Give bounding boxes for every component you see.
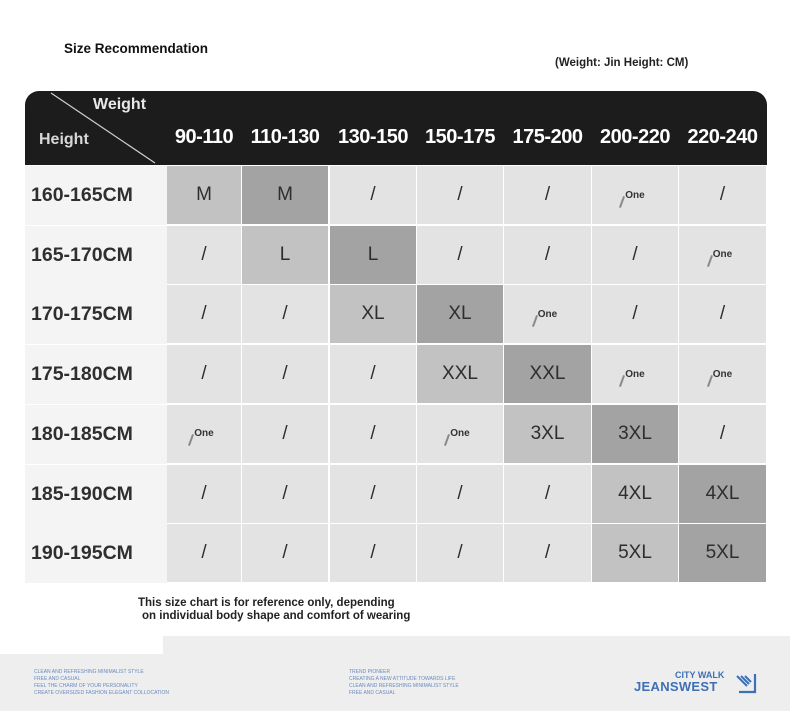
size-value: /: [632, 303, 638, 325]
size-value: /: [201, 363, 207, 385]
one-size-text: One: [712, 249, 733, 261]
size-value: /: [632, 243, 638, 265]
size-cell: [504, 226, 591, 284]
size-value: L: [279, 243, 291, 265]
size-cell: [330, 405, 416, 463]
column-header: 200-220: [600, 126, 670, 148]
size-value: XL: [448, 303, 472, 325]
size-cell: [592, 405, 678, 463]
size-cell: [417, 226, 503, 284]
size-cell: [330, 226, 416, 284]
brand-name: JEANSWEST: [634, 679, 718, 694]
footer-slogan-middle: [349, 669, 459, 697]
size-value: /: [457, 184, 463, 205]
size-cell: [167, 226, 241, 284]
size-cell: [504, 345, 591, 403]
size-cell: [330, 285, 416, 343]
size-cell: [679, 405, 766, 463]
footer-tab: [0, 636, 163, 654]
footer-line: CREATING A NEW ATTITUDE TOWARDS LIFE: [349, 676, 456, 682]
footer-line: FREE AND CASUAL: [349, 690, 396, 696]
size-value: /: [457, 542, 463, 564]
column-header: 175-200: [512, 126, 583, 148]
one-size-text: One: [625, 368, 645, 380]
size-cell: [167, 345, 241, 403]
size-table: [25, 91, 767, 581]
size-cell: [417, 166, 503, 224]
size-value: /: [370, 184, 376, 205]
size-value: /: [201, 482, 207, 504]
size-cell: [242, 405, 328, 463]
size-value: XL: [361, 303, 385, 325]
size-value: /: [282, 482, 288, 504]
size-cell: [330, 524, 416, 582]
size-cell: [242, 285, 328, 343]
one-size-text: One: [625, 189, 645, 201]
one-size-text: One: [712, 368, 733, 380]
size-cell: [679, 345, 766, 403]
size-cell: [592, 285, 678, 343]
size-cell: [679, 166, 766, 224]
size-cell: [592, 226, 678, 284]
size-cell: [167, 405, 241, 463]
size-value: /: [201, 303, 207, 325]
size-value: 5XL: [618, 542, 652, 564]
size-cell: [330, 166, 416, 224]
size-value: /: [719, 303, 726, 325]
size-value: XXL: [442, 363, 478, 385]
note-line-2: on individual body shape and comfort of wearing: [142, 609, 411, 622]
one-size-tag: [713, 369, 732, 380]
size-cell: [330, 345, 416, 403]
row-height-label: 165-170CM: [25, 226, 167, 285]
row-height-label: 180-185CM: [25, 405, 167, 464]
row-height-label: 170-175CM: [25, 285, 167, 344]
size-value: M: [277, 184, 293, 205]
size-value: /: [370, 363, 376, 385]
column-header: 150-175: [425, 126, 495, 148]
size-cell: [242, 524, 328, 582]
one-size-text: One: [450, 428, 470, 440]
size-cell: [504, 166, 591, 224]
column-header: 90-110: [174, 126, 234, 148]
table-header: [25, 91, 767, 165]
brand-logo-icon: [735, 672, 757, 694]
size-value: /: [544, 243, 551, 265]
size-cell: [242, 465, 328, 523]
size-value: /: [719, 184, 726, 205]
footer-line: TREND PIONEER: [349, 669, 391, 675]
size-cell: [679, 226, 766, 284]
size-value: 4XL: [705, 482, 740, 504]
size-cell: [679, 465, 766, 523]
size-cell: [417, 524, 503, 582]
brand-tagline: CITY WALK: [675, 670, 725, 680]
size-value: /: [544, 482, 551, 504]
weight-header-label: Weight: [93, 96, 147, 113]
size-cell: [242, 345, 328, 403]
row-height-label: 185-190CM: [25, 465, 167, 524]
size-value: /: [370, 422, 376, 444]
column-header: 110-130: [250, 126, 320, 148]
size-value: /: [201, 542, 207, 564]
footer-line: FEEL THE CHARM OF YOUR PERSONALITY: [34, 683, 138, 689]
size-cell: [504, 285, 591, 343]
size-value: /: [282, 303, 288, 325]
size-cell: [679, 285, 766, 343]
size-cell: [592, 166, 678, 224]
size-value: /: [544, 184, 551, 205]
column-header: 220-240: [687, 126, 758, 148]
footer-line: CREATE OVERSIZED FASHION ELEGANT COLLOCATION: [34, 690, 170, 696]
size-cell: [417, 345, 503, 403]
size-value: /: [457, 243, 463, 265]
size-value: XXL: [529, 363, 566, 385]
one-size-tag: [538, 309, 557, 320]
size-value: /: [544, 542, 551, 564]
size-value: 3XL: [530, 422, 565, 444]
one-size-tag: [194, 428, 213, 439]
one-size-tag: [625, 190, 644, 201]
size-value: /: [282, 363, 288, 385]
size-cell: [592, 524, 678, 582]
size-cell: [592, 345, 678, 403]
size-value: /: [370, 482, 376, 504]
size-cell: [592, 465, 678, 523]
size-value: L: [367, 243, 379, 265]
size-value: 5XL: [705, 542, 740, 564]
column-header: 130-150: [338, 126, 408, 148]
size-cell: [417, 405, 503, 463]
footer-line: FREE AND CASUAL: [34, 676, 81, 682]
one-size-tag: [713, 249, 732, 260]
row-height-label: 175-180CM: [25, 345, 167, 404]
size-value: 3XL: [618, 422, 652, 444]
page-title: Size Recommendation: [64, 41, 209, 56]
size-value: M: [196, 184, 212, 205]
footer-line: CLEAN AND REFRESHING MINIMALIST STYLE: [34, 669, 144, 675]
size-cell: [242, 166, 328, 224]
size-cell: [242, 226, 328, 284]
reference-note: [138, 597, 410, 622]
one-size-tag: [625, 369, 644, 380]
size-value: /: [201, 243, 207, 265]
size-cell: [504, 405, 591, 463]
size-value: /: [719, 422, 726, 444]
size-cell: [167, 166, 241, 224]
size-cell: [504, 465, 591, 523]
one-size-tag: [450, 428, 469, 439]
size-cell: [167, 285, 241, 343]
size-cell: [417, 285, 503, 343]
footer-line: CLEAN AND REFRESHING MINIMALIST STYLE: [349, 683, 459, 689]
size-value: /: [457, 482, 463, 504]
size-cell: [679, 524, 766, 582]
size-value: 4XL: [618, 482, 652, 504]
note-line-1: This size chart is for reference only, depending: [138, 597, 395, 609]
one-size-text: One: [194, 428, 214, 440]
size-value: /: [282, 542, 288, 564]
size-value: /: [282, 422, 288, 444]
size-cell: [504, 524, 591, 582]
size-cell: [167, 524, 241, 582]
size-cell: [417, 465, 503, 523]
units-note: (Weight: Jin Height: CM): [555, 57, 689, 69]
size-cell: [330, 465, 416, 523]
row-height-label: 190-195CM: [25, 524, 167, 583]
size-value: /: [370, 542, 376, 564]
one-size-text: One: [537, 308, 558, 320]
size-cell: [167, 465, 241, 523]
row-height-label: 160-165CM: [25, 166, 167, 225]
footer-slogan-left: [34, 669, 169, 697]
height-header-label: Height: [39, 131, 89, 148]
